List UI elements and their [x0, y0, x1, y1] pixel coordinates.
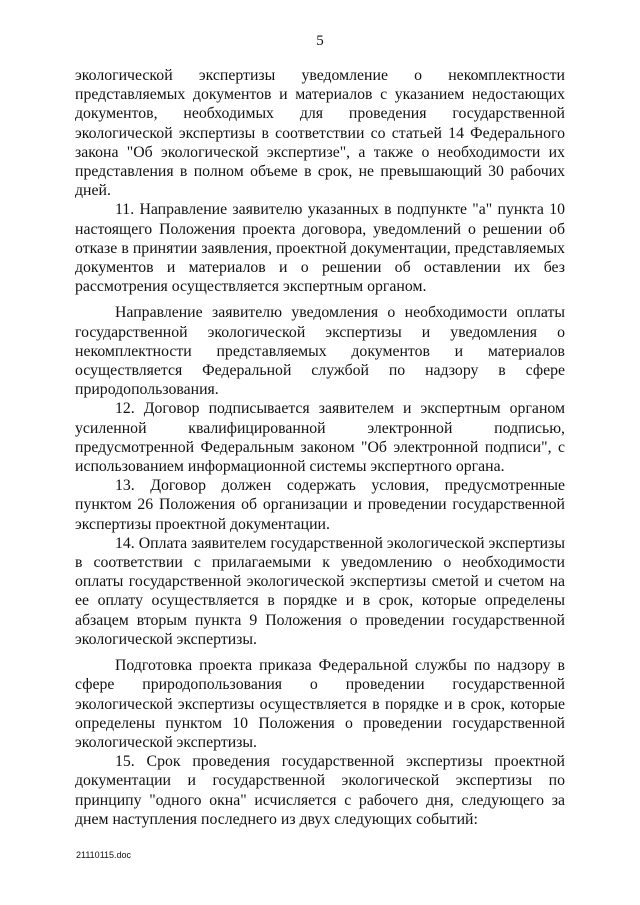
footer-filename: 21110115.doc	[76, 850, 132, 860]
paragraph-item-11-notice: Направление заявителю уведомления о необходимости оплаты государственной экологической экспертизы и уведомления о некомплектности представляемых документов и материалов осуществляется Федеральной службой по надзору в сфере природопользования.	[75, 304, 565, 399]
paragraph-item-11: 11. Направление заявителю указанных в подпункте "а" пункта 10 настоящего Положения проекта договора, уведомлений о решении об отказе в принятии заявления, проектной документации, представляемых документов и материалов и о решении об оставлении их без рассмотрения осуществляется экспертным органом.	[75, 201, 565, 296]
paragraph-item-14-order: Подготовка проекта приказа Федеральной службы по надзору в сфере природопользования о проведении государственной экологической экспертизы осуществляется в порядке и в срок, которые определены пунктом 10 Положения о проведении государственной экологической экспертизы.	[75, 657, 565, 751]
page-number: 5	[316, 33, 324, 49]
paragraph-item-12: 12. Договор подписывается заявителем и экспертным органом усиленной квалифицированной электронной подписью, предусмотренной Федеральным законом "Об электронной подписи", с использованием информационной системы экспертного органа.	[75, 400, 565, 476]
paragraph-item-13: 13. Договор должен содержать условия, предусмотренные пунктом 26 Положения об организации и проведении государственной экспертизы проектной документации.	[75, 477, 565, 533]
paragraph-continuation: экологической экспертизы уведомление о некомплектности представляемых документов и материалов с указанием недостающих документов, необходимых для проведения государственной экологической экспертизы в соответствии со статьей 14 Федерального закона "Об экологической экспертизе", а также о необходимости их представления в полном объеме в срок, не превышающий 30 рабочих дней.	[75, 67, 565, 200]
paragraph-item-14: 14. Оплата заявителем государственной экологической экспертизы в соответствии с прилагаемыми к уведомлению о необходимости оплаты государственной экологической экспертизы сметой и счетом на ее оплату осуществляется в порядке и в срок, которые определены абзацем вторым пункта 9 Положения о проведении государственной экологической экспертизы.	[75, 534, 565, 648]
document-body	[75, 66, 565, 829]
paragraph-item-15: 15. Срок проведения государственной экспертизы проектной документации и государственной экологической экспертизы по принципу "одного окна" исчисляется с рабочего дня, следующего за днем наступления последнего из двух следующих событий:	[75, 753, 565, 828]
